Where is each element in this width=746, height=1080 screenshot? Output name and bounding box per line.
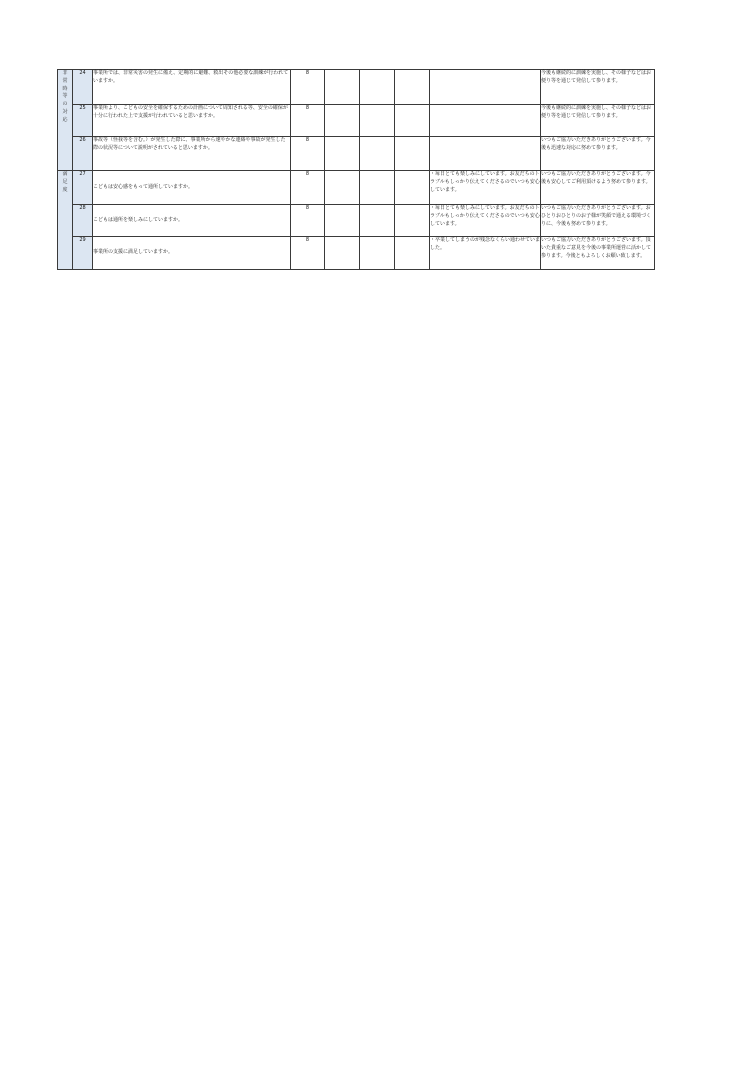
guardian-comment: ・卒業してしまうのが残念なくらい通わせていました。 (430, 237, 541, 270)
guardian-comment: ・毎日とても楽しみにしています。お友だちのトラブルもしっかり伝えてくださるのでいつも安心しています。 (430, 205, 541, 237)
response-count: 8 (291, 171, 325, 205)
facility-response: いつもご協力いただきありがとうございます。おひとりおひとりのお子様が笑顔で通える環境づくりに、今後も努めて参ります。 (541, 205, 655, 237)
facility-response: 今後も継続的に訓練を実施し、その様子などはお便り等を通じて発信して参ります。 (541, 105, 655, 137)
table-row (58, 70, 655, 105)
guardian-comment (430, 105, 541, 137)
question-number: 25 (73, 105, 93, 137)
response-count-empty (395, 205, 430, 237)
category-cell-satisfaction (58, 171, 73, 270)
response-count-empty (325, 237, 360, 270)
response-count-empty (325, 70, 360, 105)
response-count: 8 (291, 137, 325, 171)
response-count-empty (360, 70, 395, 105)
response-count: 8 (291, 237, 325, 270)
response-count-empty (395, 105, 430, 137)
response-count-empty (395, 237, 430, 270)
response-count-empty (395, 137, 430, 171)
category-label-emergency: 非 常 時 等 の 対 応 (62, 70, 68, 123)
table-row (58, 237, 655, 270)
response-count-empty (360, 171, 395, 205)
response-count: 8 (291, 205, 325, 237)
response-count-empty (395, 171, 430, 205)
response-count: 8 (291, 105, 325, 137)
response-count-empty (360, 137, 395, 171)
survey-results-table (57, 69, 655, 270)
response-count-empty (360, 237, 395, 270)
question-text: 事業所より、こどもの安全を確保するための計画について周知される等、安全の確保が十分に行われた上で支援が行われていると思いますか。 (93, 105, 291, 137)
response-count-empty (395, 70, 430, 105)
table-row (58, 171, 655, 205)
question-text: こどもは安心感をもって通所していますか。 (93, 171, 291, 205)
question-number: 24 (73, 70, 93, 105)
facility-response: いつもご協力いただきありがとうございます。今後も安心してご利用頂けるよう努めて参ります。 (541, 171, 655, 205)
question-number: 29 (73, 237, 93, 270)
response-count-empty (325, 137, 360, 171)
question-text: 事業所の支援に満足していますか。 (93, 237, 291, 270)
facility-response: 今後も継続的に訓練を実施し、その様子などはお便り等を通じて発信して参ります。 (541, 70, 655, 105)
response-count: 8 (291, 70, 325, 105)
facility-response: いつもご協力いただきありがとうございます。今後も迅速な対応に努めて参ります。 (541, 137, 655, 171)
table-row (58, 205, 655, 237)
response-count-empty (325, 105, 360, 137)
response-count-empty (360, 105, 395, 137)
question-number: 28 (73, 205, 93, 237)
response-count-empty (325, 171, 360, 205)
response-count-empty (360, 205, 395, 237)
category-label-satisfaction: 満 足 度 (62, 171, 68, 193)
question-number: 26 (73, 137, 93, 171)
guardian-comment: ・毎日とても楽しみにしています。お友だちのトラブルもしっかり伝えてくださるのでいつも安心しています。 (430, 171, 541, 205)
question-number: 27 (73, 171, 93, 205)
guardian-comment (430, 137, 541, 171)
response-count-empty (325, 205, 360, 237)
guardian-comment (430, 70, 541, 105)
table-row (58, 137, 655, 171)
question-text: 事業所では、非常災害の発生に備え、定期的に避難、救出その他必要な訓練が行われていますか。 (93, 70, 291, 105)
table-row (58, 105, 655, 137)
facility-response: いつもご協力いただきありがとうございます。頂いた貴重なご意見を今後の事業所運営に活かして参ります。今後ともよろしくお願い致します。 (541, 237, 655, 270)
category-cell-emergency (58, 70, 73, 171)
question-text: 事故等（怪我等を含む。）が発生した際に、事業所から速やかな連絡や事故が発生した際の状況等について説明がされていると思いますか。 (93, 137, 291, 171)
question-text: こどもは通所を楽しみにしていますか。 (93, 205, 291, 237)
